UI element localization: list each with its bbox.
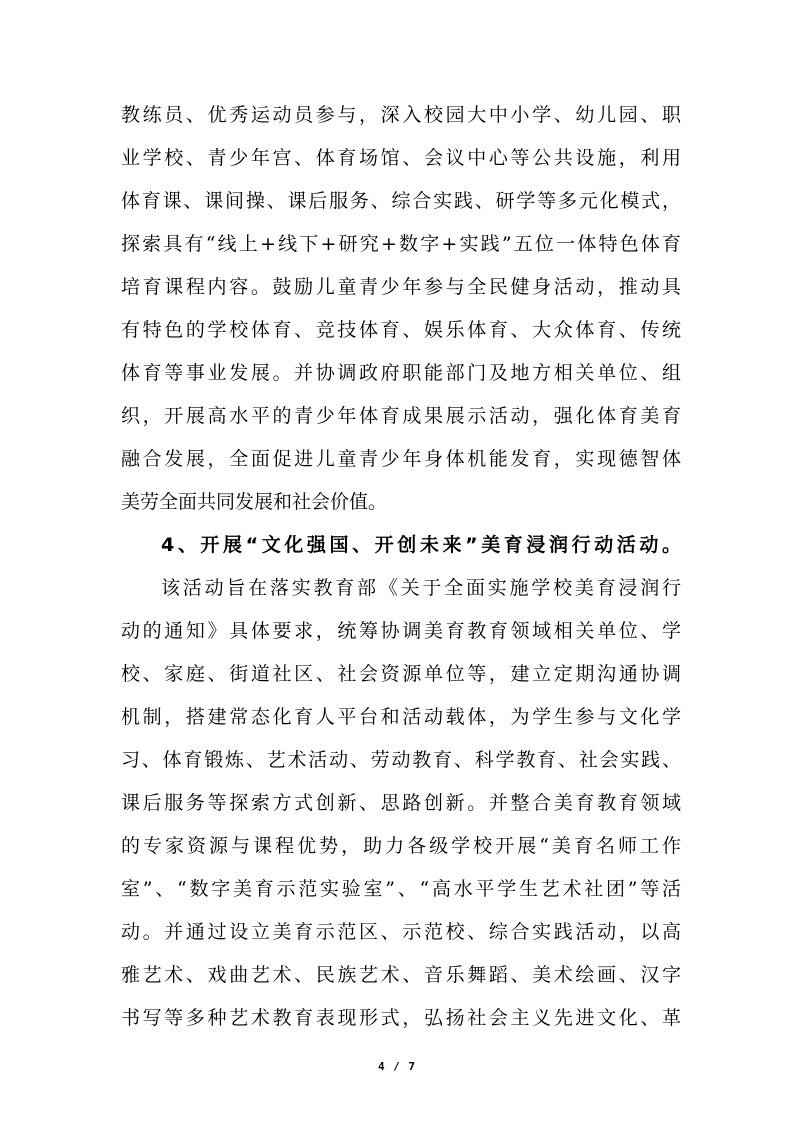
paragraph-line: 有特色的学校体育、竞技体育、娱乐体育、大众体育、传统 [121, 319, 681, 341]
paragraph-line: 雅艺术、戏曲艺术、民族艺术、音乐舞蹈、美术绘画、汉字 [121, 964, 681, 986]
paragraph-line: 融合发展，全面促进儿童青少年身体机能发育，实现德智体 [121, 448, 681, 470]
paragraph-line: 机制，搭建常态化育人平台和活动载体，为学生参与文化学 [121, 706, 681, 728]
paragraph-line: 习、体育锻炼、艺术活动、劳动教育、科学教育、社会实践、 [121, 749, 681, 771]
paragraph-line: 校、家庭、街道社区、社会资源单位等，建立定期沟通协调 [121, 663, 681, 685]
paragraph-line: 教练员、优秀运动员参与，深入校园大中小学、幼儿园、职 [121, 104, 681, 126]
paragraph-line: 动的通知》具体要求，统筹协调美育教育领域相关单位、学 [121, 620, 681, 642]
paragraph-line: 业学校、青少年宫、体育场馆、会议中心等公共设施，利用 [121, 147, 681, 169]
paragraph-line: 的专家资源与课程优势，助力各级学校开展“美育名师工作 [121, 835, 681, 857]
section-heading: 4、开展“文化强国、开创未来”美育浸润行动活动。 [161, 534, 681, 556]
paragraph-line: 探索具有“线上+线下+研究+数字+实践”五位一体特色体育 [121, 233, 681, 255]
paragraph-line: 课后服务等探索方式创新、思路创新。并整合美育教育领域 [121, 792, 681, 814]
paragraph-line: 体育课、课间操、课后服务、综合实践、研学等多元化模式， [121, 190, 681, 212]
paragraph-line: 室”、“数字美育示范实验室”、“高水平学生艺术社团”等活 [121, 878, 681, 900]
paragraph-line: 织，开展高水平的青少年体育成果展示活动，强化体育美育 [121, 405, 681, 427]
paragraph-line: 该活动旨在落实教育部《关于全面实施学校美育浸润行 [161, 577, 681, 599]
paragraph-line: 培育课程内容。鼓励儿童青少年参与全民健身活动，推动具 [121, 276, 681, 298]
paragraph-line: 体育等事业发展。并协调政府职能部门及地方相关单位、组 [121, 362, 681, 384]
paragraph-line: 动。并通过设立美育示范区、示范校、综合实践活动，以高 [121, 921, 681, 943]
page-number: 4 / 7 [377, 1060, 417, 1073]
paragraph-line: 美劳全面共同发展和社会价值。 [121, 491, 388, 513]
paragraph-line: 书写等多种艺术教育表现形式，弘扬社会主义先进文化、革 [121, 1007, 681, 1029]
